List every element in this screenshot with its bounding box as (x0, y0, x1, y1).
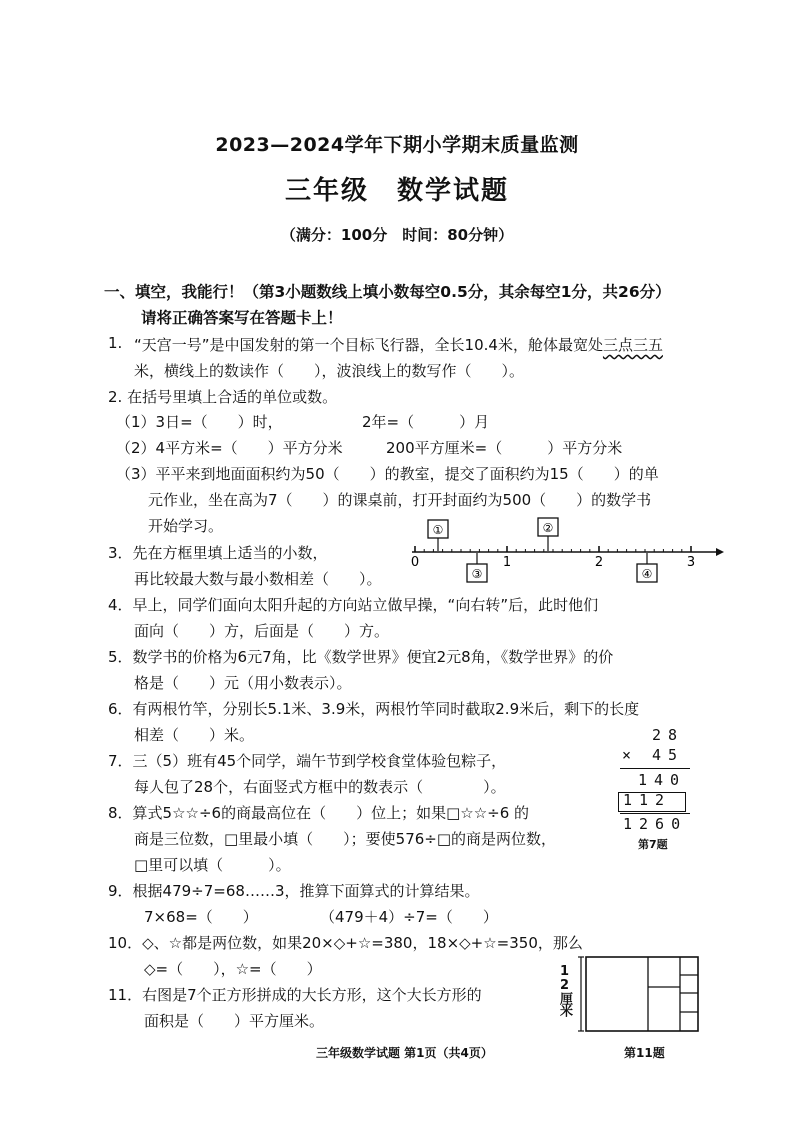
marker-3-label: ③ (471, 567, 483, 581)
marker-1-label: ① (432, 523, 444, 537)
question-8-line1: 8．算式5☆☆÷6的商最高位在（ ）位上；如果□☆☆÷6 的 (108, 804, 530, 822)
tick-label-0: 0 (410, 555, 420, 570)
section-note: 请将正确答案写在答题卡上！ (141, 309, 343, 327)
question-2-part2a: （2）4平方米=（ ）平方分米 (116, 439, 343, 457)
question-9-part-b: （479＋4）÷7=（ ） (320, 908, 498, 926)
marker-2-label: ② (542, 521, 554, 535)
question-2-part1b: 2年=（ ）月 (362, 413, 490, 431)
question-2-part1a: （1）3日=（ ）时， (116, 413, 283, 431)
question-2-part3-line1: （3）平平来到地面面积约为50（ ）的教室，提交了面积约为15（ ）的单 (116, 465, 659, 483)
question-2-part3-line2: 元作业，坐在高为7（ ）的课桌前，打开封面约为500（ ）的数学书 (148, 491, 652, 509)
question-9-part-a: 7×68=（ ） (144, 908, 258, 926)
question-2-part2b: 200平方厘米=（ ）平方分米 (386, 439, 623, 457)
question-6-line1: 6．有两根竹竿，分别长5.1米、3.9米，两根竹竿同时截取2.9米后，剩下的长度 (108, 700, 640, 718)
page-footer: 三年级数学试题 第1页（共4页） (316, 1046, 493, 1060)
question-10-line2: ◇=（ ），☆=（ ） (144, 960, 322, 978)
question-1-wavy-text: 三点三五 (602, 336, 663, 354)
calc-row-multiplicand: 28 (652, 726, 685, 744)
calc-row-operator: × (622, 746, 639, 764)
big-rectangle (586, 957, 698, 1031)
arrow-right-icon (716, 548, 724, 556)
tick-label-3: 3 (686, 555, 696, 570)
question-1-number: 1. (108, 334, 123, 352)
question-1-line1 (134, 334, 663, 355)
question-1-line2: 米，横线上的数读作（ ），波浪线上的数写作（ ）。 (134, 362, 525, 380)
question-6-line2: 相差（ ）米。 (134, 726, 255, 744)
exam-meta: （满分：100分 时间：80分钟） (280, 226, 514, 244)
rectangle-figure (578, 955, 702, 1035)
question-10-line1: 10．◇、☆都是两位数，如果20×◇+☆=380，18×◇+☆=350，那么 (108, 934, 583, 952)
exam-title: 2023—2024学年下期小学期末质量监测 (215, 134, 579, 156)
tick-label-1: 1 (502, 555, 512, 570)
question-8-line2: 商是三位数，□里最小填（ ）；要使576÷□的商是两位数， (134, 830, 557, 848)
question-4-line1: 4．早上，同学们面向太阳升起的方向站立做早操，“向右转”后，此时他们 (108, 596, 599, 614)
calc-row-partial2: 112 (623, 791, 672, 809)
calc-row-multiplier: 45 (652, 746, 685, 764)
question-8-line3: □里可以填（ ）。 (134, 856, 291, 874)
exam-subject: 三年级 数学试题 (284, 176, 509, 206)
question-3-line2: 再比较最大数与最小数相差（ ）。 (134, 570, 382, 588)
question-5-line2: 格是（ ）元（用小数表示）。 (134, 674, 352, 692)
figure-11-label: 第11题 (624, 1046, 665, 1060)
calc-row-partial1: 140 (638, 771, 687, 789)
section-heading: 一、填空，我能行！（第3小题数线上填小数每空0.5分，其余每空1分，共26分） (104, 283, 671, 301)
question-9-line1: 9．根据479÷7=68……3，推算下面算式的计算结果。 (108, 882, 480, 900)
question-5-line1: 5．数学书的价格为6元7角，比《数学世界》便宜2元8角，《数学世界》的价 (108, 648, 614, 666)
figure-11-side-label: 12厘米 (557, 964, 572, 1016)
marker-4-label: ④ (641, 567, 653, 581)
tick-label-2: 2 (594, 555, 604, 570)
number-line-figure (400, 512, 730, 590)
question-1-text: “天宫一号”是中国发射的第一个目标飞行器，全长10.4米，舱体最宽处 (134, 336, 603, 354)
question-7-line1: 7．三（5）班有45个同学，端午节到学校食堂体验包粽子， (108, 752, 507, 770)
question-2-stem: 2. 在括号里填上合适的单位或数。 (108, 388, 338, 406)
question-3-line1: 3．先在方框里填上适当的小数， (108, 544, 328, 562)
question-11-line1: 11．右图是7个正方形拼成的大长方形，这个大长方形的 (108, 986, 482, 1004)
figure-7-label: 第7题 (638, 838, 668, 851)
question-11-line2: 面积是（ ）平方厘米。 (144, 1012, 325, 1030)
question-4-line2: 面向（ ）方，后面是（ ）方。 (134, 622, 390, 640)
vertical-multiplication (614, 726, 696, 854)
question-7-line2: 每人包了28个，右面竖式方框中的数表示（ ）。 (134, 778, 506, 796)
question-2-part3-line3: 开始学习。 (148, 517, 224, 535)
calc-row-product: 1260 (623, 815, 688, 833)
